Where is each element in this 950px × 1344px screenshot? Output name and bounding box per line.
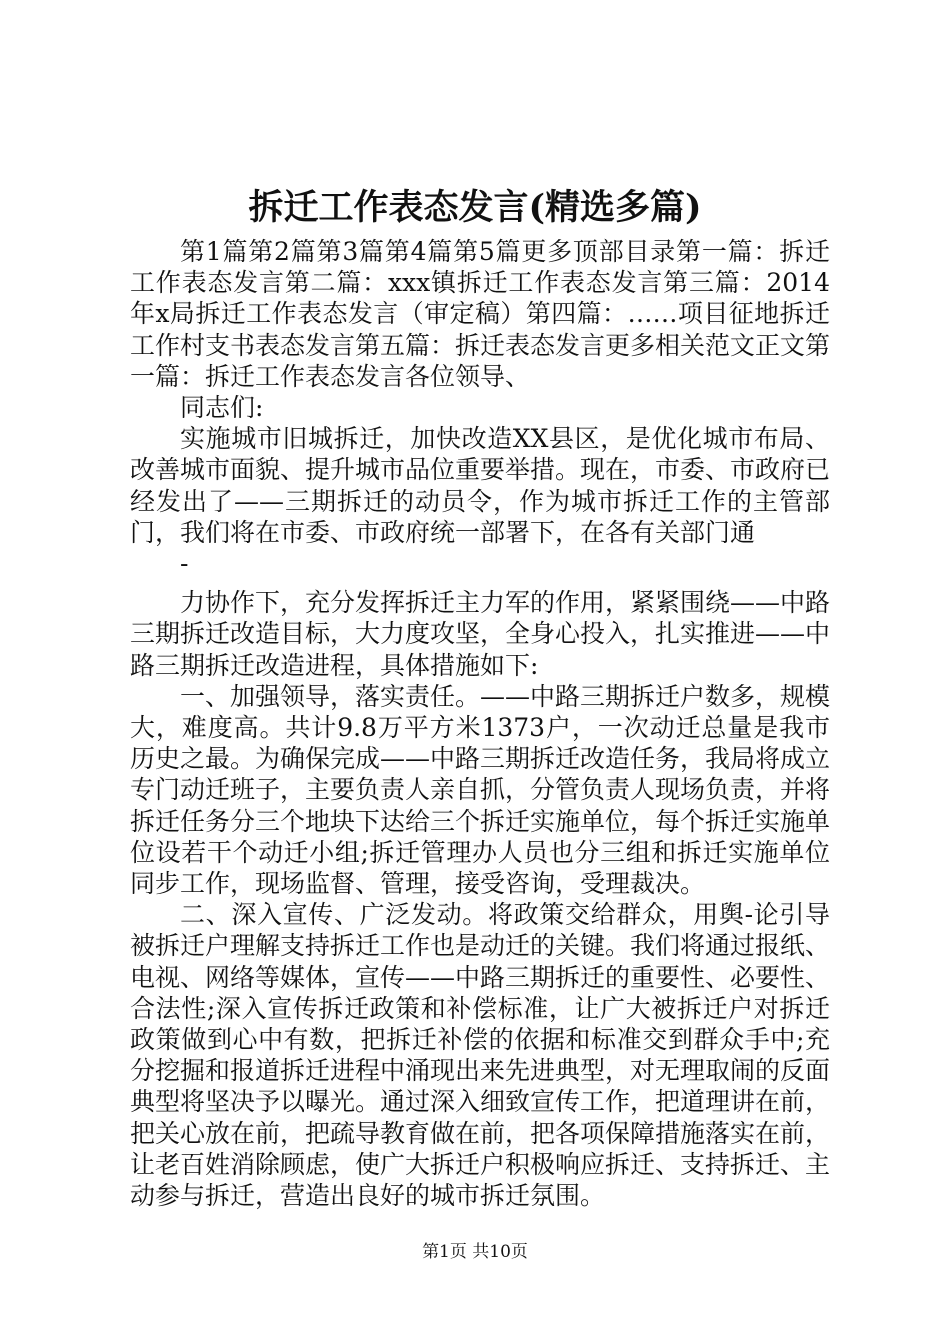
page-footer: 第1页 共10页 (422, 1242, 528, 1262)
document-body (130, 236, 830, 1211)
table-of-contents-paragraph: 第1篇第2篇第3篇第4篇第5篇更多顶部目录第一篇：拆迁工作表态发言第二篇：xxx镇拆迁工作表态发言第三篇：2014年x局拆迁工作表态发言（审定稿）第四篇：……项目征地拆迁工作村支书表态发言第五篇：拆迁表态发言更多相关范文正文第一篇：拆迁工作表态发言各位领导、 (130, 237, 831, 391)
salutation-paragraph: 同志们: (180, 393, 264, 423)
body-paragraph: 实施城市旧城拆迁，加快改造XX县区，是优化城市布局、改善城市面貌、提升城市品位重要举措。现在，市委、市政府已经发出了——三期拆迁的动员令，作为城市拆迁工作的主管部门，我们将在市委、市政府统一部署下，在各有关部门通 (130, 424, 831, 547)
paragraph-gap (130, 579, 830, 587)
body-paragraph: 一、加强领导，落实责任。——中路三期拆迁户数多，规模大，难度高。共计9.8万平方米1373户，一次动迁总量是我市历史之最。为确保完成——中路三期拆迁改造任务，我局将成立专门动迁班子，主要负责人亲自抓，分管负责人现场负责，并将拆迁任务分三个地块下达给三个拆迁实施单位，每个拆迁实施单位设若干个动迁小组;拆迁管理办人员也分三组和拆迁实施单位同步工作，现场监督、管理，接受咨询，受理裁决。 (130, 681, 831, 899)
document-title: 拆迁工作表态发言(精选多篇) (248, 187, 702, 228)
body-paragraph: 力协作下，充分发挥拆迁主力军的作用，紧紧围绕——中路三期拆迁改造目标，大力度攻坚，全身心投入，扎实推进——中路三期拆迁改造进程，具体措施如下: (130, 588, 831, 680)
body-paragraph: 二、深入宣传、广泛发动。将政策交给群众，用舆-论引导被拆迁户理解支持拆迁工作也是动迁的关键。我们将通过报纸、电视、网络等媒体，宣传——中路三期拆迁的重要性、必要性、合法性;深入宣传拆迁政策和补偿标准，让广大被拆迁户对拆迁政策做到心中有数，把拆迁补偿的依据和标准交到群众手中;充分挖掘和报道拆迁进程中涌现出来先进典型，对无理取闹的反面典型将坚决予以曝光。通过深入细致宣传工作，把道理讲在前，把关心放在前，把疏导教育做在前，把各项保障措施落实在前，让老百姓消除顾虑，使广大拆迁户积极响应拆迁、支持拆迁、主动参与拆迁，营造出良好的城市拆迁氛围。 (130, 900, 831, 1211)
page-break-mark: - (180, 549, 189, 579)
